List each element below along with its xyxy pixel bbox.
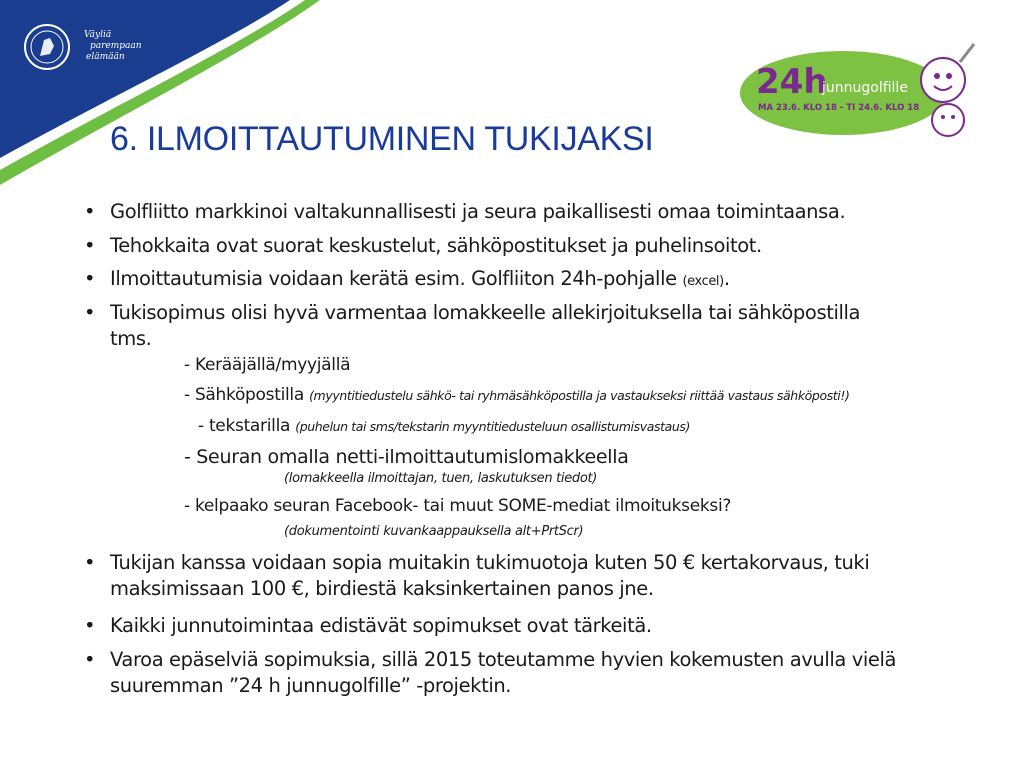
sub-item-note: (puhelun tai sms/tekstarin myyntitiedusteluun osallistumisvastaus)	[295, 419, 690, 434]
bullet-dot: •	[84, 267, 96, 290]
bullet-text: Golfliitto markkinoi valtakunnallisesti ja seura paikallisesti omaa toimintaansa.	[110, 200, 846, 223]
badge-24h: 24h	[756, 62, 828, 102]
bullet-dot: •	[84, 301, 96, 324]
sub-item-text: - Kerääjällä/myyjällä	[184, 355, 351, 375]
bullet-item	[84, 613, 984, 639]
bullet-text: Ilmoittautumisia voidaan kerätä esim. Golfliiton 24h-pohjalle	[110, 267, 683, 290]
sub-item-note: (lomakkeella ilmoittajan, tuen, laskutuksen tiedot)	[284, 471, 598, 486]
bullet-text: Tukijan kanssa voidaan sopia muitakin tukimuotoja kuten 50 € kertakorvaus, tuki maksimissaan 100 €, birdiestä kaksinkertainen panos jne.	[110, 551, 870, 600]
page-title: 6. ILMOITTAUTUMINEN TUKIJAKSI	[110, 120, 654, 158]
sub-item	[184, 495, 731, 517]
bullet-dot: •	[84, 614, 96, 637]
bullet-small-note: (excel)	[682, 274, 724, 289]
bullet-item	[84, 266, 984, 295]
bullet-dot: •	[84, 648, 96, 671]
bullet-item	[84, 300, 864, 352]
sub-item	[198, 415, 690, 438]
sub-item-text: - tekstarilla	[198, 416, 296, 436]
bullet-text: Varoa epäselviä sopimuksia, sillä 2015 toteutamme hyvien kokemusten avulla vielä suuremman ”24 h junnugolfille” -projektin.	[110, 648, 897, 697]
sub-item	[184, 384, 849, 407]
sub-item-note: (myyntitiedustelu sähkö- tai ryhmäsähköpostilla ja vastaukseksi riittää vastaus sähköposti!)	[309, 388, 850, 403]
bullet-text: Tukisopimus olisi hyvä varmentaa lomakkeelle allekirjoituksella tai sähköpostilla tms.	[110, 301, 861, 350]
bullet-dot: •	[84, 551, 96, 574]
bullet-text: Kaikki junnutoimintaa edistävät sopimukset ovat tärkeitä.	[110, 614, 652, 637]
bullet-text: Tehokkaita ovat suorat keskustelut, sähköpostitukset ja puhelinsoitot.	[110, 234, 762, 257]
bullet-dot: •	[84, 234, 96, 257]
bullet-item	[84, 233, 984, 259]
logo-line-2: parempaan	[90, 41, 142, 51]
badge-dates: MA 23.6. KLO 18 - TI 24.6. KLO 18	[758, 103, 920, 113]
sub-item-text: - Sähköpostilla	[184, 385, 310, 405]
bullet-text-wrap	[110, 266, 984, 295]
bullet-item	[84, 199, 984, 225]
logo-line-3: elämään	[86, 52, 125, 62]
badge-word: junnugolfille	[822, 80, 908, 96]
bullet-dot: •	[84, 200, 96, 223]
bullet-item	[84, 550, 984, 602]
sub-item-text: - Seuran omalla netti-ilmoittautumislomakkeella	[184, 446, 629, 468]
logo-line-1: Väyliä	[84, 30, 112, 40]
bullet-item	[84, 647, 984, 699]
sub-item-note: (dokumentointi kuvankaappauksella alt+PrtScr)	[284, 524, 584, 539]
sub-item-text: - kelpaako seuran Facebook- tai muut SOME-mediat ilmoitukseksi?	[184, 496, 732, 516]
sub-item	[184, 354, 350, 376]
bullet-tail: .	[723, 267, 730, 290]
sub-item	[184, 446, 629, 468]
